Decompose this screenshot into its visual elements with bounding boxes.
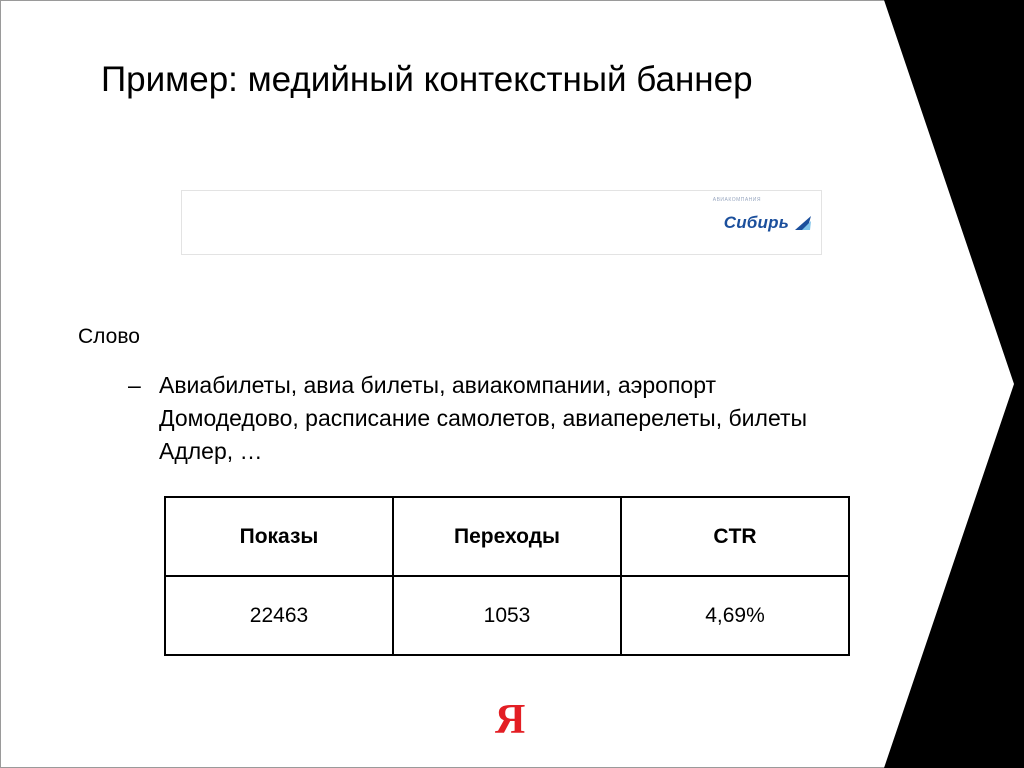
word-label: Слово bbox=[78, 325, 140, 348]
table-row bbox=[165, 576, 849, 655]
header-clicks: Переходы bbox=[393, 497, 621, 576]
keywords-text: Авиабилеты, авиа билеты, авиакомпании, аэропорт Домодедово, расписание самолетов, авиаперелеты, билеты Адлер, … bbox=[159, 372, 808, 464]
value-clicks: 1053 bbox=[393, 576, 621, 655]
value-ctr: 4,69% bbox=[621, 576, 849, 655]
header-impressions: Показы bbox=[165, 497, 393, 576]
media-banner[interactable] bbox=[181, 190, 822, 255]
black-chevron-decoration bbox=[884, 0, 1024, 768]
value-impressions: 22463 bbox=[165, 576, 393, 655]
yandex-logo: Я bbox=[495, 697, 526, 743]
wing-icon bbox=[793, 215, 813, 231]
header-ctr: CTR bbox=[621, 497, 849, 576]
slide-title: Пример: медийный контекстный баннер bbox=[101, 60, 753, 99]
stats-table bbox=[164, 496, 850, 656]
sibir-logo-text: Сибирь bbox=[723, 213, 789, 232]
table-header-row bbox=[165, 497, 849, 576]
bullet-dash: – bbox=[128, 372, 141, 398]
banner-logo-caption: АВИАКОМПАНИЯ bbox=[712, 197, 761, 203]
sibir-logo bbox=[724, 211, 813, 235]
